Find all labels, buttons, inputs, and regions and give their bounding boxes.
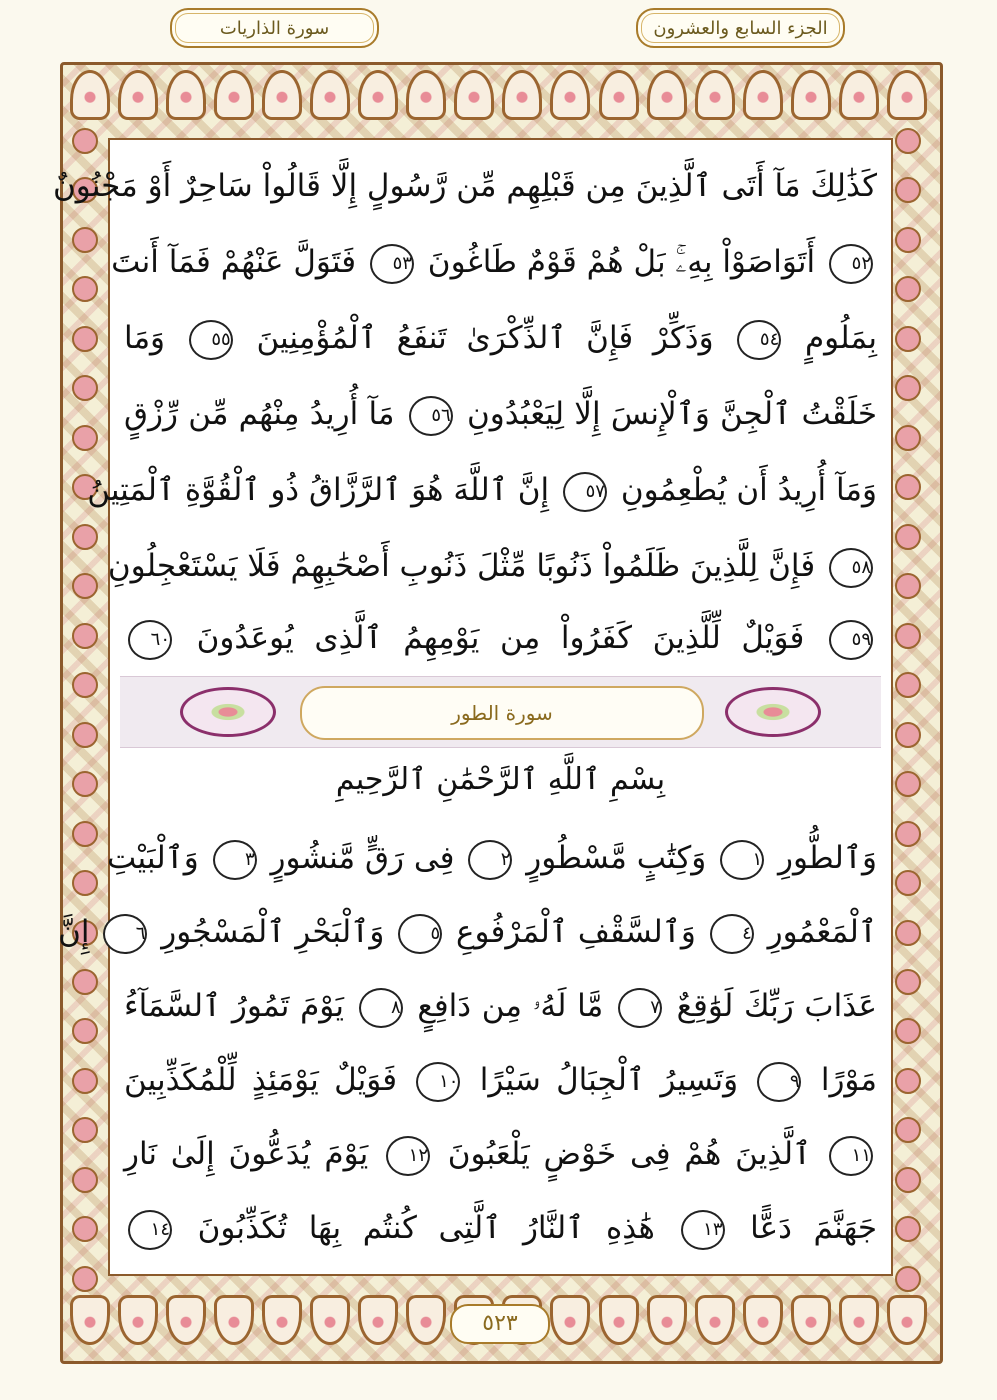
ayah-number: ٥٣ — [370, 244, 414, 284]
surah-title: سورة الذاريات — [219, 17, 330, 39]
ayah-number: ٩ — [757, 1062, 801, 1102]
ayah-number: ٣ — [213, 840, 257, 880]
surah-heading-band — [120, 676, 881, 748]
ayah-number: ١ — [720, 840, 764, 880]
ayah-number: ٥٤ — [737, 320, 781, 360]
verse-line-11: مَوْرًا ٩ وَتَسِيرُ ٱلْجِبَالُ سَيْرًا ١٠ فَوَيْلٌ يَوْمَئِذٍ لِّلْمُكَذِّبِينَ — [124, 1046, 877, 1114]
ayah-number: ٥٢ — [829, 244, 873, 284]
verse-line-3: بِمَلُومٍ ٥٤ وَذَكِّرْ فَإِنَّ ٱلذِّكْرَىٰ تَنفَعُ ٱلْمُؤْمِنِينَ ٥٥ وَمَا — [124, 304, 877, 372]
surah-title-tab — [170, 8, 379, 48]
ayah-number: ١٠ — [416, 1062, 460, 1102]
ornament-icon — [725, 687, 821, 737]
ornament-icon — [180, 687, 276, 737]
ayah-number: ٦ — [103, 914, 147, 954]
verse-line-10: عَذَابَ رَبِّكَ لَوَٰقِعٌ ٧ مَّا لَهُۥ مِن دَافِعٍ ٨ يَوْمَ تَمُورُ ٱلسَّمَآءُ — [124, 972, 877, 1040]
ayah-number: ٢ — [468, 840, 512, 880]
surah-heading: سورة الطور — [300, 686, 704, 740]
verse-line-13: جَهَنَّمَ دَعًّا ١٣ هَٰذِهِ ٱلنَّارُ ٱلَّتِى كُنتُم بِهَا تُكَذِّبُونَ ١٤ — [124, 1194, 877, 1262]
left-side-border — [72, 128, 102, 1292]
ayah-number: ١٢ — [386, 1136, 430, 1176]
ayah-number: ٦٠ — [128, 620, 172, 660]
verse-line-7: ٥٩ فَوَيْلٌ لِّلَّذِينَ كَفَرُواْ مِن يَوْمِهِمُ ٱلَّذِى يُوعَدُونَ ٦٠ — [124, 604, 877, 672]
ayah-number: ٥٧ — [563, 472, 607, 512]
juz-title-tab — [636, 8, 845, 48]
page-text-panel — [53, 138, 893, 1276]
ayah-number: ٥ — [398, 914, 442, 954]
ayah-number: ١١ — [829, 1136, 873, 1176]
juz-title: الجزء السابع والعشرون — [653, 17, 828, 39]
verse-line-2: ٥٢ أَتَوَاصَوْاْ بِهِۦۚ بَلْ هُمْ قَوْمٌ طَاغُونَ ٥٣ فَتَوَلَّ عَنْهُمْ فَمَآ أَنتَ — [124, 228, 877, 296]
page-number: ٥٢٣ — [450, 1304, 550, 1344]
basmala: بِسْمِ ٱللَّهِ ٱلرَّحْمَٰنِ ٱلرَّحِيمِ — [335, 762, 666, 797]
ayah-number: ٨ — [359, 988, 403, 1028]
verse-line-12: ١١ ٱلَّذِينَ هُمْ فِى خَوْضٍ يَلْعَبُونَ ١٢ يَوْمَ يُدَعُّونَ إِلَىٰ نَارِ — [124, 1120, 877, 1188]
verse-line-9: ٱلْمَعْمُورِ ٤ وَٱلسَّقْفِ ٱلْمَرْفُوعِ ٥ وَٱلْبَحْرِ ٱلْمَسْجُورِ ٦ إِنَّ — [124, 898, 877, 966]
ayah-number: ٥٩ — [829, 620, 873, 660]
ayah-number: ٥٥ — [189, 320, 233, 360]
verse-line-4: خَلَقْتُ ٱلْجِنَّ وَٱلْإِنسَ إِلَّا لِيَعْبُدُونِ ٥٦ مَآ أُرِيدُ مِنْهُم مِّن رِّزْقٍ — [124, 380, 877, 448]
verse-line-6: ٥٨ فَإِنَّ لِلَّذِينَ ظَلَمُواْ ذَنُوبًا مِّثْلَ ذَنُوبِ أَصْحَٰبِهِمْ فَلَا يَسْتَعْجِلُونِ — [124, 532, 877, 600]
verse-line-8: وَٱلطُّورِ ١ وَكِتَٰبٍ مَّسْطُورٍ ٢ فِى رَقٍّ مَّنشُورٍ ٣ وَٱلْبَيْتِ — [124, 824, 877, 892]
right-side-border — [895, 128, 925, 1292]
top-arch-border — [70, 70, 927, 124]
ayah-number: ١٤ — [128, 1210, 172, 1250]
ayah-number: ٥٨ — [829, 548, 873, 588]
ayah-number: ٥٦ — [409, 396, 453, 436]
ayah-number: ٧ — [618, 988, 662, 1028]
ayah-number: ٤ — [710, 914, 754, 954]
verse-line-1: كَذَٰلِكَ مَآ أَتَى ٱلَّذِينَ مِن قَبْلِهِم مِّن رَّسُولٍ إِلَّا قَالُواْ سَاحِرٌ أَوْ مَجْنُونٌ — [53, 168, 877, 204]
verse-line-5: وَمَآ أُرِيدُ أَن يُطْعِمُونِ ٥٧ إِنَّ ٱللَّهَ هُوَ ٱلرَّزَّاقُ ذُو ٱلْقُوَّةِ ٱلْمَتِينُ — [124, 456, 877, 524]
ayah-number: ١٣ — [681, 1210, 725, 1250]
